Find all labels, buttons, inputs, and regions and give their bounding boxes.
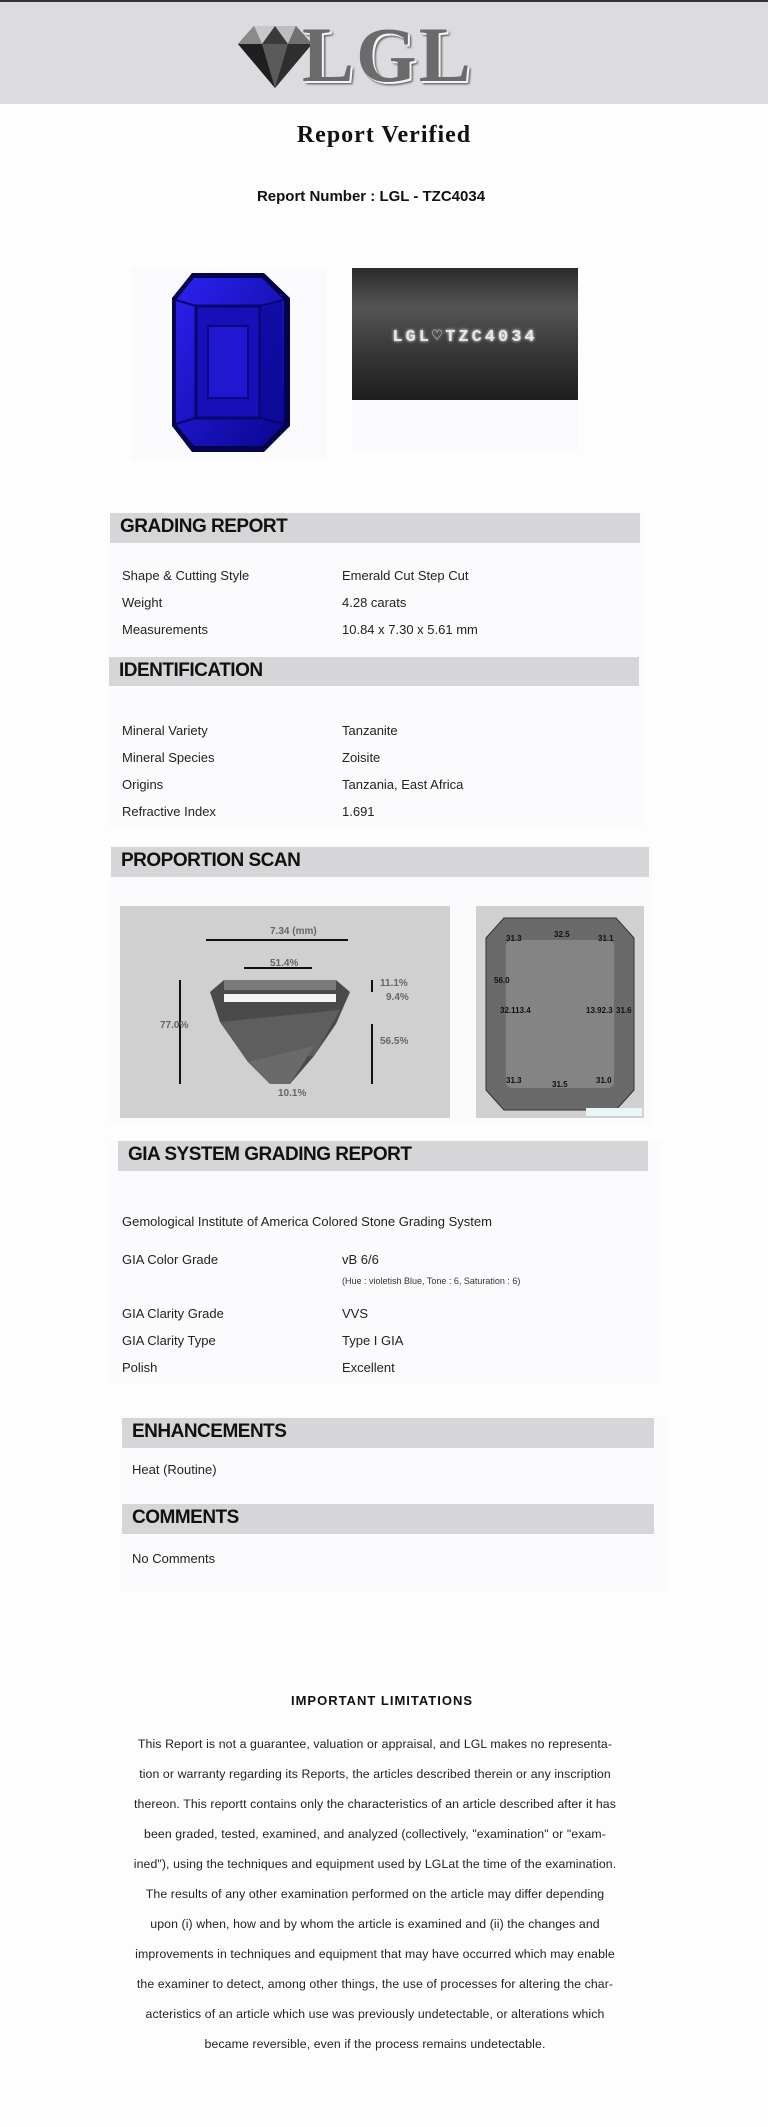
limitation-line: upon (i) when, how and by whom the article is examined and (ii) the changes and bbox=[150, 1917, 600, 1931]
origins-value: Tanzania, East Africa bbox=[342, 777, 464, 792]
shape-label: Shape & Cutting Style bbox=[122, 568, 250, 583]
comments-value: No Comments bbox=[132, 1551, 216, 1566]
brand-wordmark: LGL bbox=[302, 11, 473, 98]
section-title: GIA SYSTEM GRADING REPORT bbox=[128, 1144, 412, 1165]
gia-color-grade-label: GIA Color Grade bbox=[122, 1252, 219, 1267]
limitation-line: tion or warranty regarding its Reports, the articles described therein or any inscription bbox=[139, 1767, 611, 1781]
comments-header bbox=[122, 1504, 654, 1534]
side-profile-graphic bbox=[120, 906, 450, 1118]
limitation-line: This Report is not a guarantee, valuation or appraisal, and LGL makes no representa- bbox=[137, 1737, 613, 1751]
girdle-pct-label: 9.4% bbox=[386, 992, 409, 1003]
limitations-heading: IMPORTANT LIMITATIONS bbox=[290, 1693, 474, 1708]
bottom-right-value: 31.0 bbox=[596, 1076, 612, 1085]
emerald-cut-gem-image bbox=[132, 268, 326, 460]
left-upper-value: 56.0 bbox=[494, 976, 510, 985]
right-far-value: 31.6 bbox=[616, 1006, 632, 1015]
left-mid-value: 32.113.4 bbox=[500, 1006, 531, 1015]
refractive-index-value: 1.691 bbox=[342, 804, 375, 819]
laser-inscription: LGL♡TZC4034 bbox=[392, 328, 538, 347]
gem-photo bbox=[132, 268, 326, 460]
gia-clarity-type-value: Type I GIA bbox=[342, 1333, 404, 1348]
gia-color-grade-value: vB 6/6 bbox=[342, 1252, 379, 1267]
report-number: Report Number : LGL - TZC4034 bbox=[256, 188, 486, 205]
section-title: COMMENTS bbox=[132, 1507, 239, 1528]
side-profile-diagram bbox=[120, 906, 450, 1118]
bottom-center-value: 31.5 bbox=[552, 1080, 568, 1089]
width-label: 7.34 (mm) bbox=[270, 926, 317, 937]
brand-logo[interactable] bbox=[232, 11, 492, 98]
crown-pct-label: 11.1% bbox=[380, 978, 408, 989]
section-title: ENHANCEMENTS bbox=[132, 1421, 287, 1442]
grading-report-header bbox=[110, 513, 640, 543]
origins-label: Origins bbox=[122, 777, 164, 792]
mineral-species-label: Mineral Species bbox=[122, 750, 215, 765]
limitation-line: been graded, tested, examined, and analyzed (collectively, "examination" or "exam- bbox=[144, 1827, 606, 1841]
weight-value: 4.28 carats bbox=[342, 595, 407, 610]
top-right-value: 31.1 bbox=[598, 934, 614, 943]
limitation-line: ined"), using the techniques and equipment used by LGLat the time of the examination. bbox=[133, 1857, 617, 1871]
measurements-value: 10.84 x 7.30 x 5.61 mm bbox=[342, 622, 478, 637]
pavilion-pct-label: 56.5% bbox=[380, 1036, 409, 1047]
weight-label: Weight bbox=[122, 595, 163, 610]
gia-clarity-type-label: GIA Clarity Type bbox=[122, 1333, 216, 1348]
section-title: IDENTIFICATION bbox=[119, 660, 263, 681]
right-mid-value: 13.92.3 bbox=[586, 1006, 613, 1015]
culet-pct-label: 10.1% bbox=[278, 1088, 307, 1099]
gia-subtitle: Gemological Institute of America Colored Stone Grading System bbox=[122, 1214, 492, 1229]
bottom-left-value: 31.3 bbox=[506, 1076, 522, 1085]
gia-color-note: (Hue : violetish Blue, Tone : 6, Saturation : 6) bbox=[342, 1276, 521, 1286]
section-title: GRADING REPORT bbox=[120, 516, 288, 537]
limitation-line: improvements in techniques and equipment that may have occurred which may enable bbox=[135, 1947, 615, 1961]
top-center-value: 32.5 bbox=[554, 930, 570, 939]
polish-label: Polish bbox=[122, 1360, 158, 1375]
mineral-variety-label: Mineral Variety bbox=[122, 723, 208, 738]
limitation-line: became reversible, even if the process remains undetectable. bbox=[204, 2037, 546, 2051]
mineral-variety-value: Tanzanite bbox=[342, 723, 398, 738]
polish-value: Excellent bbox=[342, 1360, 395, 1375]
refractive-index-label: Refractive Index bbox=[122, 804, 216, 819]
inscription-photo bbox=[352, 268, 578, 452]
gia-header bbox=[118, 1141, 648, 1171]
limitation-line: The results of any other examination performed on the article may differ depending bbox=[145, 1887, 605, 1901]
limitation-line: thereon. This reportt contains only the characteristics of an article described after it has bbox=[134, 1797, 616, 1811]
page-title: Report Verified bbox=[296, 122, 472, 148]
table-pct-label: 51.4% bbox=[270, 958, 299, 969]
shape-value: Emerald Cut Step Cut bbox=[342, 568, 469, 583]
gia-clarity-grade-value: VVS bbox=[342, 1306, 369, 1321]
header-banner bbox=[0, 2, 768, 104]
gia-clarity-grade-label: GIA Clarity Grade bbox=[122, 1306, 224, 1321]
enhancements-value: Heat (Routine) bbox=[132, 1462, 217, 1477]
proportion-scan-header bbox=[111, 847, 649, 877]
limitation-line: acteristics of an article which use was previously undetectable, or alterations which bbox=[145, 2007, 605, 2021]
total-depth-label: 77.0% bbox=[160, 1020, 189, 1031]
enhancements-header bbox=[122, 1418, 654, 1448]
identification-header bbox=[109, 657, 639, 686]
top-view-diagram bbox=[476, 906, 644, 1118]
limitation-line: the examiner to detect, among other things, the use of processes for altering the char- bbox=[136, 1977, 614, 1991]
section-title: PROPORTION SCAN bbox=[121, 850, 301, 871]
measurements-label: Measurements bbox=[122, 622, 208, 637]
top-left-value: 31.3 bbox=[506, 934, 522, 943]
mineral-species-value: Zoisite bbox=[342, 750, 381, 765]
